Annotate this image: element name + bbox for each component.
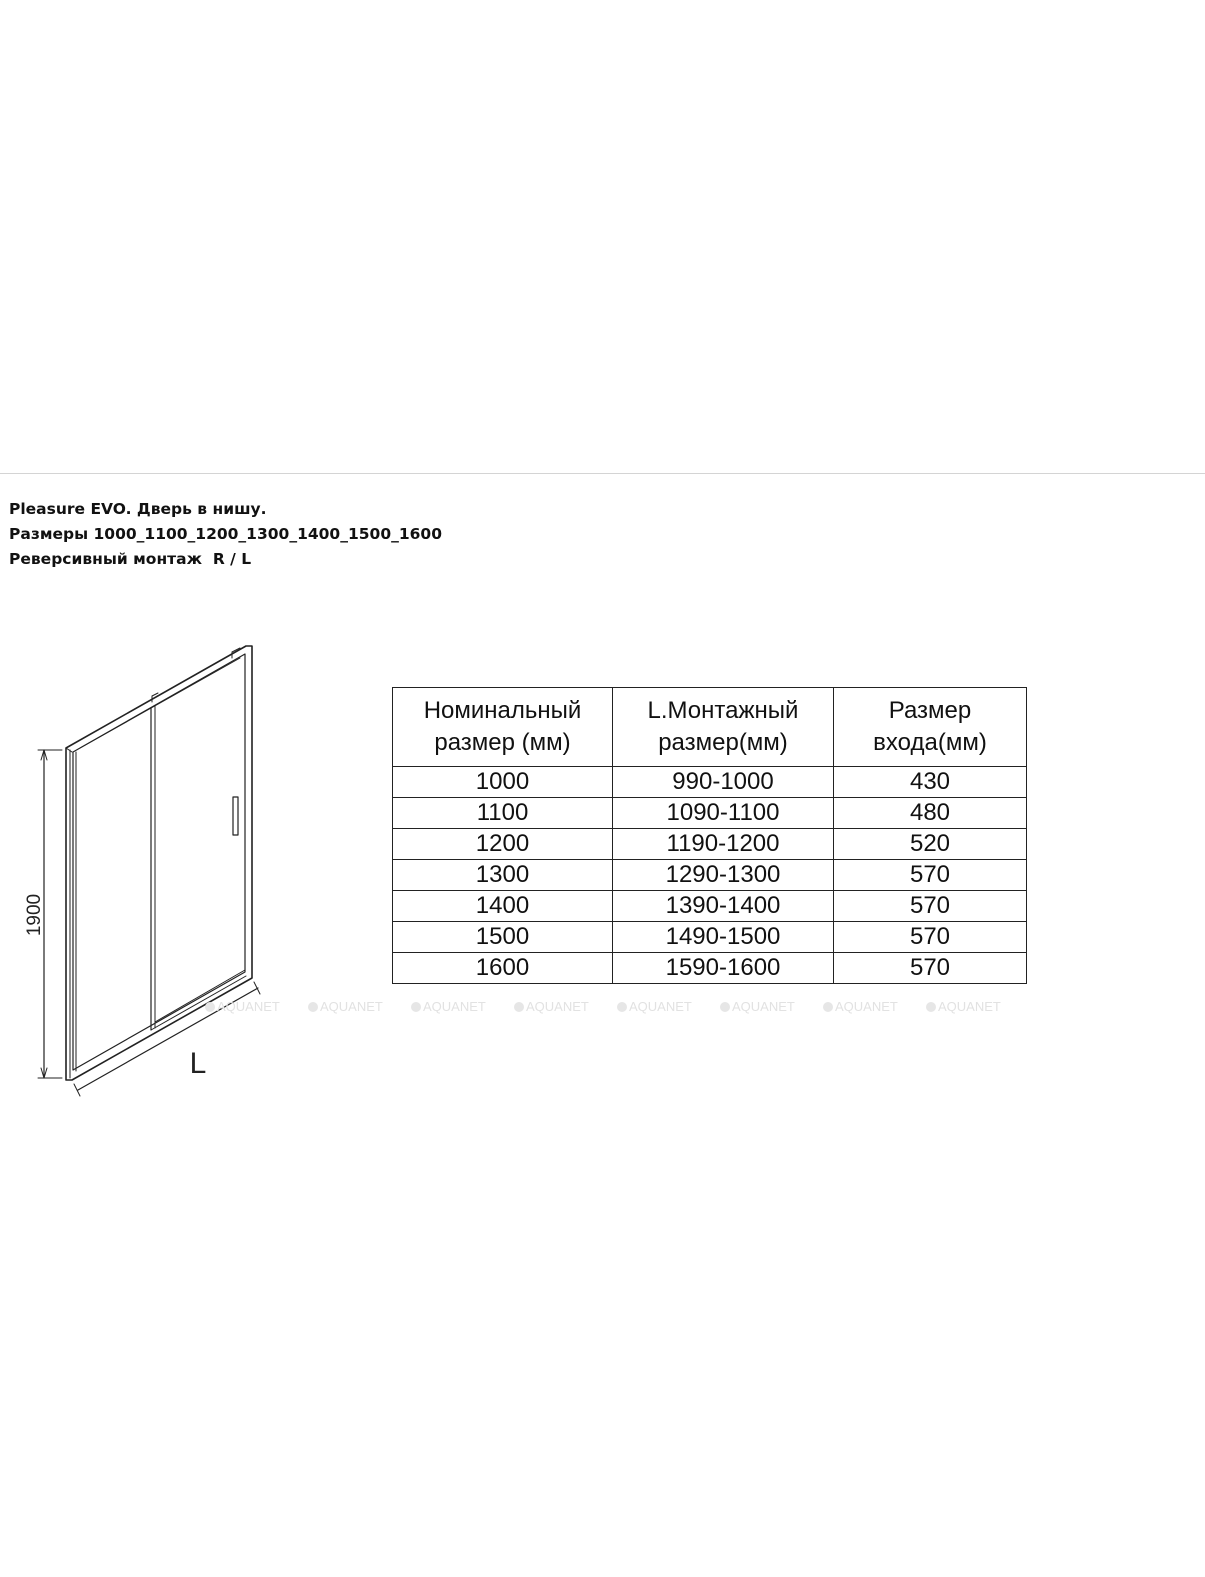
watermark: AQUANET [514, 999, 617, 1014]
cell-mounting: 990-1000 [613, 767, 834, 798]
aquanet-logo-icon [720, 1002, 730, 1012]
watermark: AQUANET [720, 999, 823, 1014]
header-line-sizes: Размеры 1000_1100_1200_1300_1400_1500_1600 [9, 525, 442, 543]
aquanet-logo-icon [617, 1002, 627, 1012]
aquanet-logo-icon [514, 1002, 524, 1012]
top-divider [0, 473, 1205, 474]
watermark: AQUANET [205, 999, 308, 1014]
cell-nominal: 1500 [393, 922, 613, 953]
header-mounting-size: L.Монтажный размер(мм) [613, 688, 834, 767]
table-row [393, 891, 1027, 922]
bottom-rail [155, 970, 245, 1022]
aquanet-logo-icon [308, 1002, 318, 1012]
cell-nominal: 1000 [393, 767, 613, 798]
cell-entrance: 570 [834, 922, 1027, 953]
width-label: L [189, 1047, 207, 1080]
spec-header [9, 497, 442, 572]
top-rail [80, 658, 240, 748]
cell-nominal: 1600 [393, 953, 613, 984]
cell-mounting: 1290-1300 [613, 860, 834, 891]
aquanet-logo-icon [411, 1002, 421, 1012]
cell-mounting: 1390-1400 [613, 891, 834, 922]
table-header-row [393, 688, 1027, 767]
watermark: AQUANET [823, 999, 926, 1014]
cell-entrance: 570 [834, 891, 1027, 922]
watermark: AQUANET [926, 999, 1029, 1014]
header-entrance-size: Размер входа(мм) [834, 688, 1027, 767]
watermark: AQUANET [308, 999, 411, 1014]
size-table [392, 687, 1027, 984]
cell-entrance: 430 [834, 767, 1027, 798]
table-row [393, 953, 1027, 984]
frame-outline [66, 646, 252, 1080]
cell-entrance: 480 [834, 798, 1027, 829]
header-nominal-size: Номинальный размер (мм) [393, 688, 613, 767]
cell-entrance: 570 [834, 953, 1027, 984]
cell-mounting: 1490-1500 [613, 922, 834, 953]
table-row [393, 798, 1027, 829]
door-handle [233, 797, 238, 835]
door-drawing [0, 630, 270, 1100]
aquanet-logo-icon [823, 1002, 833, 1012]
cell-nominal: 1200 [393, 829, 613, 860]
watermark-strip [205, 999, 1029, 1014]
aquanet-logo-icon [205, 1002, 215, 1012]
cell-entrance: 520 [834, 829, 1027, 860]
table-row [393, 829, 1027, 860]
height-label: 1900 [24, 893, 45, 937]
header-line-model: Pleasure EVO. Дверь в нишу. [9, 500, 267, 518]
cell-nominal: 1300 [393, 860, 613, 891]
table-row [393, 922, 1027, 953]
cell-mounting: 1590-1600 [613, 953, 834, 984]
header-line-mounting: Реверсивный монтаж R / L [9, 550, 252, 568]
aquanet-logo-icon [926, 1002, 936, 1012]
table-row [393, 860, 1027, 891]
cell-mounting: 1090-1100 [613, 798, 834, 829]
watermark: AQUANET [617, 999, 720, 1014]
cell-mounting: 1190-1200 [613, 829, 834, 860]
table-row [393, 767, 1027, 798]
cell-nominal: 1100 [393, 798, 613, 829]
watermark: AQUANET [411, 999, 514, 1014]
cell-entrance: 570 [834, 860, 1027, 891]
cell-nominal: 1400 [393, 891, 613, 922]
